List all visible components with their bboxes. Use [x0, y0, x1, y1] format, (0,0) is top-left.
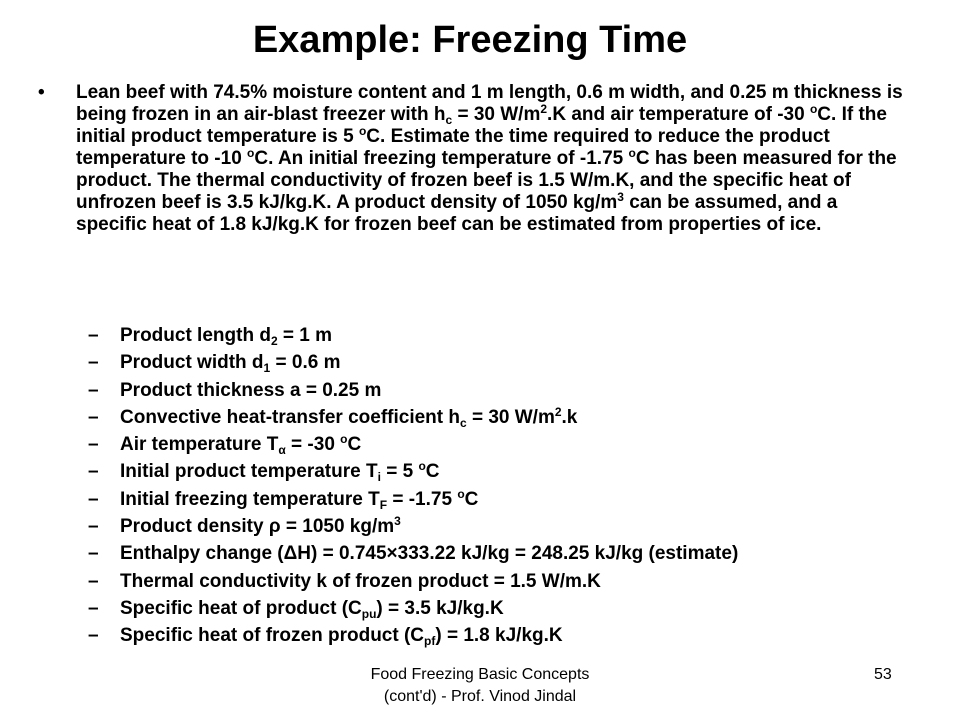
superscript-text: o [358, 124, 367, 138]
dash-marker: – [88, 325, 99, 346]
text-segment: can be assumed, and a specific heat of 1.8 kJ/kg.K for frozen beef can be estimated from properties of ice. [76, 192, 838, 235]
dash-marker: – [88, 352, 99, 374]
text-segment: Product thickness a = 0.25 m [120, 379, 382, 401]
text-segment: ) = 1.8 kJ/kg.K [435, 625, 563, 647]
dash-marker: – [88, 488, 99, 510]
text-segment: C [464, 488, 479, 510]
text-segment: .k [561, 406, 578, 428]
text-segment: Initial freezing temperature T [120, 488, 380, 510]
superscript-text: 2 [540, 102, 548, 116]
subscript-text: c [445, 113, 453, 127]
text-segment: = 5 [380, 461, 419, 483]
dash-marker: – [88, 625, 99, 647]
text-segment: Product length d [120, 325, 271, 346]
given-value-item [88, 486, 928, 513]
text-segment: C [347, 434, 362, 456]
given-value-item [88, 595, 928, 622]
text-segment: Product width d [120, 352, 264, 374]
given-value-item [88, 622, 928, 649]
text-segment: C has been measured for the product. The thermal conductivity of frozen beef is 1.5 W/m.K, and the specific heat of unfrozen beef is 3.5 kJ/kg.K. A product density of 1050 kg/m [76, 148, 897, 213]
text-segment: Lean beef with 74.5% moisture content and 1 m length, 0.6 m width, and 0.25 m thickness is being frozen in an air-blast freezer with h [76, 82, 903, 125]
text-segment: Specific heat of frozen product (C [120, 625, 425, 647]
footer-line-1: Food Freezing Basic Concepts [370, 666, 590, 683]
text-segment: = 30 W/m [452, 104, 541, 125]
footer-caption [330, 664, 630, 708]
text-segment: C [425, 461, 440, 483]
dash-marker: – [88, 516, 99, 538]
footer-line-2: (cont'd) - Prof. Vinod Jindal [383, 688, 577, 705]
dash-marker: – [88, 543, 99, 565]
text-segment: = -1.75 [387, 488, 458, 510]
subscript-text: 1 [263, 361, 271, 376]
given-value-item [88, 377, 928, 404]
given-value-item [88, 349, 928, 376]
dash-marker: – [88, 379, 99, 401]
superscript-text: 3 [394, 514, 401, 529]
dash-marker: – [88, 434, 99, 456]
subscript-text: c [459, 415, 467, 430]
bullet-marker: • [38, 82, 45, 103]
text-segment: = 1 m [277, 325, 333, 346]
text-segment: Product density ρ = 1050 kg/m [120, 516, 395, 538]
text-segment: .K and air temperature of -30 [547, 104, 810, 125]
text-segment: = -30 [285, 434, 341, 456]
text-segment: C. If the initial product temperature is 5 [76, 104, 887, 147]
dash-marker: – [88, 461, 99, 483]
text-segment: Thermal conductivity k of frozen product = 1.5 W/m.K [120, 570, 601, 592]
subscript-text: F [379, 497, 388, 512]
page-number: 53 [874, 666, 892, 683]
text-segment: C. Estimate the time required to reduce the product temperature to -10 [76, 126, 830, 169]
superscript-text: 3 [617, 190, 624, 204]
text-segment: = 30 W/m [466, 406, 555, 428]
text-segment: Air temperature T [120, 434, 279, 456]
given-value-item [88, 458, 928, 485]
given-value-item [88, 513, 928, 540]
superscript-text: o [628, 146, 636, 160]
subscript-text: i [377, 470, 381, 485]
text-segment: ) = 3.5 kJ/kg.K [376, 597, 504, 619]
subscript-text: α [278, 443, 286, 458]
superscript-text: 2 [554, 404, 562, 419]
text-segment: C. An initial freezing temperature of -1.75 [254, 148, 629, 169]
given-value-item [88, 568, 928, 595]
superscript-text: o [340, 432, 348, 447]
subscript-text: pf [424, 634, 436, 649]
text-segment: Specific heat of product (C [120, 597, 362, 619]
problem-statement [76, 82, 911, 236]
dash-marker: – [88, 406, 99, 428]
dash-marker: – [88, 570, 99, 592]
given-value-item [88, 540, 928, 567]
superscript-text: o [247, 146, 255, 160]
text-segment: Convective heat-transfer coefficient h [120, 406, 460, 428]
superscript-text: o [457, 486, 465, 501]
slide-title: Example: Freezing Time [252, 19, 688, 61]
given-value-item [88, 431, 928, 458]
superscript-text: o [809, 102, 818, 116]
dash-marker: – [88, 597, 99, 619]
text-segment: Enthalpy change (ΔH) = 0.745×333.22 kJ/kg = 248.25 kJ/kg (estimate) [120, 543, 739, 565]
subscript-text: 2 [270, 334, 278, 348]
given-values-list [88, 322, 928, 650]
given-value-item [88, 322, 928, 349]
text-segment: Initial product temperature T [120, 461, 378, 483]
superscript-text: o [418, 459, 426, 474]
text-segment: = 0.6 m [270, 352, 341, 374]
given-value-item [88, 404, 928, 431]
subscript-text: pu [361, 606, 377, 621]
